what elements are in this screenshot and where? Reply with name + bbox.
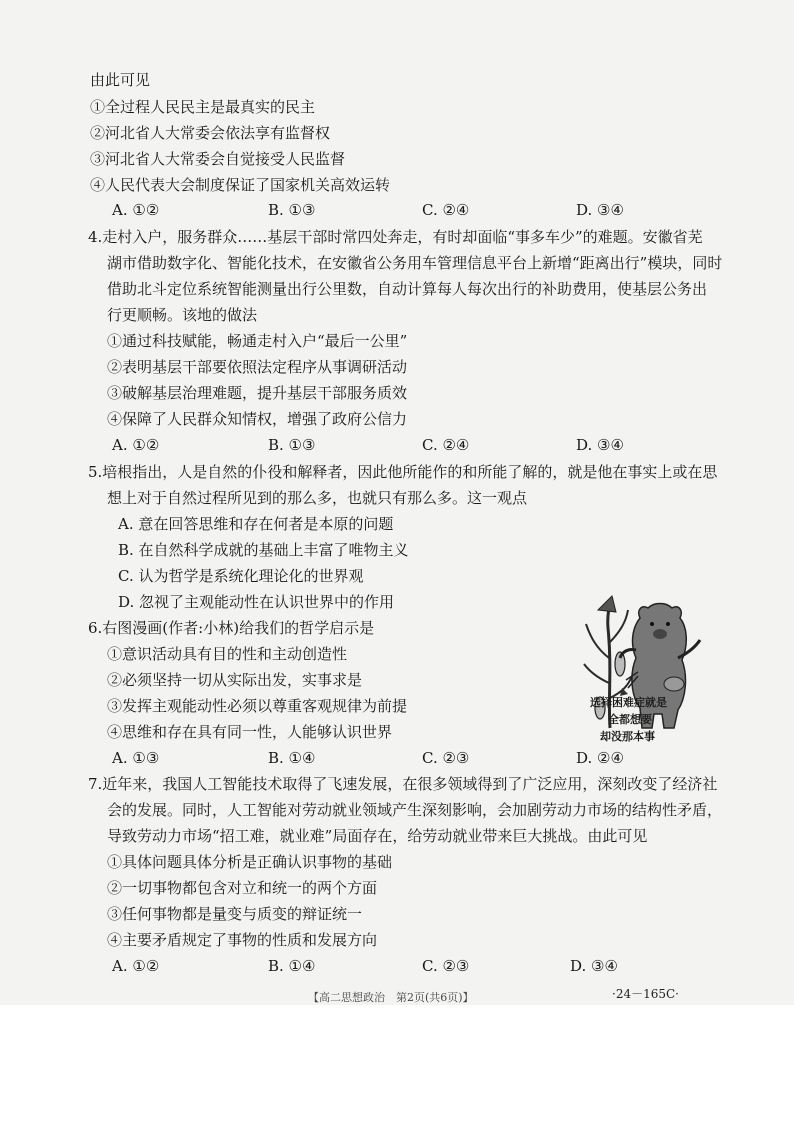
q4-statement-4: ④保障了人民群众知情权，增强了政府公信力	[107, 410, 408, 428]
q5-choice-a: A. 意在回答思维和存在何者是本原的问题	[118, 515, 394, 533]
q6-option-d: D. ②④	[576, 749, 624, 767]
q3-stem-tail: 由此可见	[90, 71, 151, 89]
q3-option-b: B. ①③	[268, 201, 316, 219]
cartoon-caption-line-1: 选择困难症就是	[590, 696, 667, 709]
q5-choice-c: C. 认为哲学是系统化理论化的世界观	[118, 567, 364, 585]
q4-statement-3: ③破解基层治理难题，提升基层干部服务质效	[107, 384, 408, 402]
q4-statement-1: ①通过科技赋能，畅通走村入户“最后一公里”	[107, 332, 408, 350]
q7-option-a: A. ①②	[112, 957, 160, 975]
footer-exam-code: ·24－165C·	[612, 987, 679, 1001]
q7-option-b: B. ①④	[268, 957, 316, 975]
q6-statement-2: ②必须坚持一切从实际出发，实事求是	[107, 671, 363, 689]
q3-statement-1: ①全过程人民民主是最真实的民主	[90, 98, 316, 116]
q3-statement-4: ④人民代表大会制度保证了国家机关高效运转	[90, 176, 391, 194]
q6-option-c: C. ②③	[422, 749, 470, 767]
q6-option-b: B. ①④	[268, 749, 316, 767]
q7-statement-3: ③任何事物都是量变与质变的辩证统一	[107, 905, 363, 923]
q4-stem-line-2: 湖市借助数字化、智能化技术，在安徽省公务用车管理信息平台上新增“距离出行”模块，同时	[107, 254, 723, 272]
q7-stem-line-3: 导致劳动力市场“招工难，就业难”局面存在，给劳动就业带来巨大挑战。由此可见	[107, 827, 648, 845]
q4-option-c: C. ②④	[422, 436, 470, 454]
q3-option-d: D. ③④	[576, 201, 624, 219]
q3-statement-2: ②河北省人大常委会依法享有监督权	[90, 124, 331, 142]
q6-stem: 6.右图漫画(作者:小林)给我们的哲学启示是	[88, 619, 375, 637]
q5-choice-d: D. 忽视了主观能动性在认识世界中的作用	[118, 593, 395, 611]
q4-option-b: B. ①③	[268, 436, 316, 454]
q4-option-a: A. ①②	[112, 436, 160, 454]
q4-stem-line-1: 4.走村入户，服务群众……基层干部时常四处奔走，有时却面临“事多车少”的难题。安徽省芜	[88, 228, 703, 246]
q3-statement-3: ③河北省人大常委会自觉接受人民监督	[90, 150, 346, 168]
q7-statement-2: ②一切事物都包含对立和统一的两个方面	[107, 879, 378, 897]
q4-stem-line-3: 借助北斗定位系统智能测量出行公里数，自动计算每人每次出行的补助费用，使基层公务出	[107, 280, 708, 298]
q7-option-c: C. ②③	[422, 957, 470, 975]
q3-option-c: C. ②④	[422, 201, 470, 219]
q7-statement-4: ④主要矛盾规定了事物的性质和发展方向	[107, 931, 378, 949]
q5-stem-line-2: 想上对于自然过程所见到的那么多，也就只有那么多。这一观点	[107, 489, 528, 507]
q6-statement-3: ③发挥主观能动性必须以尊重客观规律为前提	[107, 697, 408, 715]
q7-stem-line-1: 7.近年来，我国人工智能技术取得了飞速发展，在很多领域得到了广泛应用，深刻改变了经济社	[88, 775, 718, 793]
q6-statement-1: ①意识活动具有目的性和主动创造性	[107, 645, 348, 663]
cartoon-caption-line-3: 却没那本事	[600, 730, 655, 743]
q4-stem-line-4: 行更顺畅。该地的做法	[107, 306, 258, 324]
q7-stem-line-2: 会的发展。同时，人工智能对劳动就业领域产生深刻影响，会加剧劳动力市场的结构性矛盾，	[107, 801, 723, 819]
q4-statement-2: ②表明基层干部要依照法定程序从事调研活动	[107, 358, 408, 376]
q6-option-a: A. ①③	[112, 749, 160, 767]
q7-statement-1: ①具体问题具体分析是正确认识事物的基础	[107, 853, 393, 871]
footer-page-info: 【高二思想政治 第2页(共6页)】	[308, 991, 474, 1004]
q3-option-a: A. ①②	[112, 201, 160, 219]
q4-option-d: D. ③④	[576, 436, 624, 454]
q5-choice-b: B. 在自然科学成就的基础上丰富了唯物主义	[118, 541, 409, 559]
q7-option-d: D. ③④	[570, 957, 618, 975]
q6-statement-4: ④思维和存在具有同一性，人能够认识世界	[107, 723, 393, 741]
q5-stem-line-1: 5.培根指出，人是自然的仆役和解释者，因此他所能作的和所能了解的，就是他在事实上或在思	[88, 463, 718, 481]
cartoon-caption-line-2: 全都想要	[608, 713, 652, 726]
